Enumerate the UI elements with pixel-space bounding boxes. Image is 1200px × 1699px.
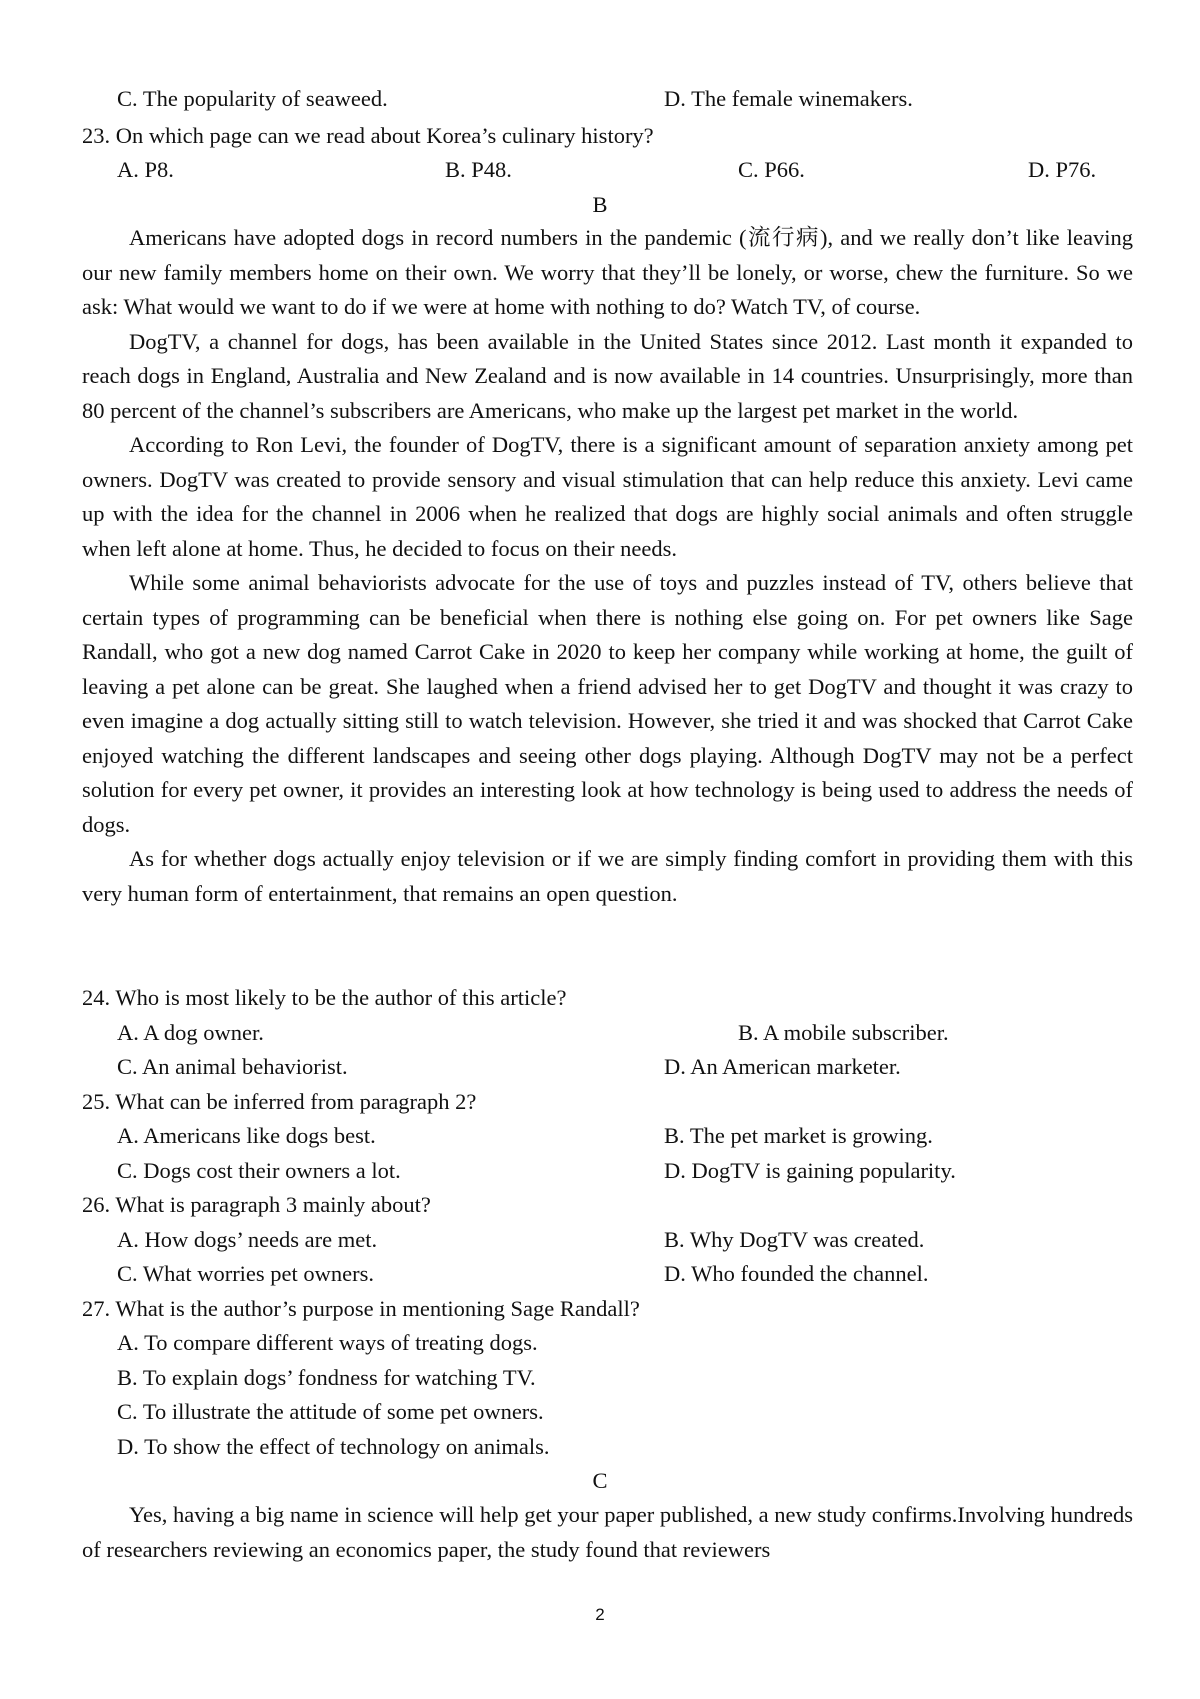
q24-option-c: C. An animal behaviorist. (117, 1054, 348, 1079)
q25-option-b: B. The pet market is growing. (664, 1123, 933, 1148)
q22-option-c: C. The popularity of seaweed. (117, 86, 388, 111)
q25-option-d: D. DogTV is gaining popularity. (664, 1158, 956, 1183)
q23-stem: 23. On which page can we read about Korea’s culinary history? (82, 123, 654, 148)
passage-b-paragraph-5: As for whether dogs actually enjoy television or if we are simply finding comfort in providing them with this very human form of entertainment, that remains an open question. (82, 846, 1133, 906)
section-c-label: C (592, 1468, 608, 1493)
passage-b-paragraph-1: Americans have adopted dogs in record numbers in the pandemic (流行病), and we really don’t like leaving our new family members home on their own. We worry that they’ll be lonely, or worse, chew the furniture. So we ask: What would we want to do if we were at home with nothing to do? Watch TV, of course. (82, 225, 1133, 319)
q24-option-d: D. An American marketer. (664, 1054, 901, 1079)
q24-stem: 24. Who is most likely to be the author of this article? (82, 985, 567, 1010)
q23-option-c: C. P66. (738, 157, 805, 182)
q27-option-d: D. To show the effect of technology on animals. (117, 1434, 550, 1459)
q25-option-a: A. Americans like dogs best. (117, 1123, 376, 1148)
passage-b-paragraph-2: DogTV, a channel for dogs, has been available in the United States since 2012. Last month it expanded to reach dogs in England, Australia and New Zealand and is now available in 14 countries. Unsurprisingly, more than 80 percent of the channel’s subscribers are Americans, who make up the largest pet market in the world. (82, 328, 1133, 423)
q26-option-d: D. Who founded the channel. (664, 1261, 929, 1286)
q23-option-a: A. P8. (117, 157, 174, 182)
q26-option-c: C. What worries pet owners. (117, 1261, 375, 1286)
q27-stem: 27. What is the author’s purpose in mentioning Sage Randall? (82, 1296, 640, 1321)
q26-option-a: A. How dogs’ needs are met. (117, 1227, 378, 1252)
passage-b-paragraph-4: While some animal behaviorists advocate for the use of toys and puzzles instead of TV, others believe that certain types of programming can be beneficial when there is nothing else going on. For pet owners like Sage Randall, who got a new dog named Carrot Cake in 2020 to keep her company while working at home, the guilt of leaving a pet alone can be great. She laughed when a friend advised her to get DogTV and thought it was crazy to even imagine a dog actually sitting still to watch television. However, she tried it and was shocked that Carrot Cake enjoyed watching the different landscapes and seeing other dogs playing. Although DogTV may not be a perfect solution for every pet owner, it provides an interesting look at how technology is being used to address the needs of dogs. (82, 570, 1133, 837)
q26-stem: 26. What is paragraph 3 mainly about? (82, 1192, 431, 1217)
q24-option-b: B. A mobile subscriber. (738, 1020, 949, 1045)
q27-option-c: C. To illustrate the attitude of some pet owners. (117, 1399, 544, 1424)
q25-stem: 25. What can be inferred from paragraph 2? (82, 1089, 477, 1114)
q23-option-d: D. P76. (1028, 157, 1097, 182)
q23-option-b: B. P48. (445, 157, 512, 182)
passage-c-paragraph-1: Yes, having a big name in science will help get your paper published, a new study confirms.Involving hundreds of researchers reviewing an economics paper, the study found that reviewers (82, 1502, 1133, 1562)
q25-option-c: C. Dogs cost their owners a lot. (117, 1158, 401, 1183)
section-b-passage (82, 221, 1133, 911)
page-number: 2 (595, 1605, 605, 1624)
section-b-label: B (592, 192, 608, 217)
passage-b-paragraph-3: According to Ron Levi, the founder of DogTV, there is a significant amount of separation anxiety among pet owners. DogTV was created to provide sensory and visual stimulation that can help reduce this anxiety. Levi came up with the idea for the channel in 2006 when he realized that dogs are highly social animals and often struggle when left alone at home. Thus, he decided to focus on their needs. (82, 432, 1133, 561)
q24-option-a: A. A dog owner. (117, 1020, 264, 1045)
q27-option-b: B. To explain dogs’ fondness for watching TV. (117, 1365, 536, 1390)
q26-option-b: B. Why DogTV was created. (664, 1227, 925, 1252)
q22-option-d: D. The female winemakers. (664, 86, 913, 111)
q27-option-a: A. To compare different ways of treating dogs. (117, 1330, 538, 1355)
section-c-passage (82, 1498, 1133, 1567)
